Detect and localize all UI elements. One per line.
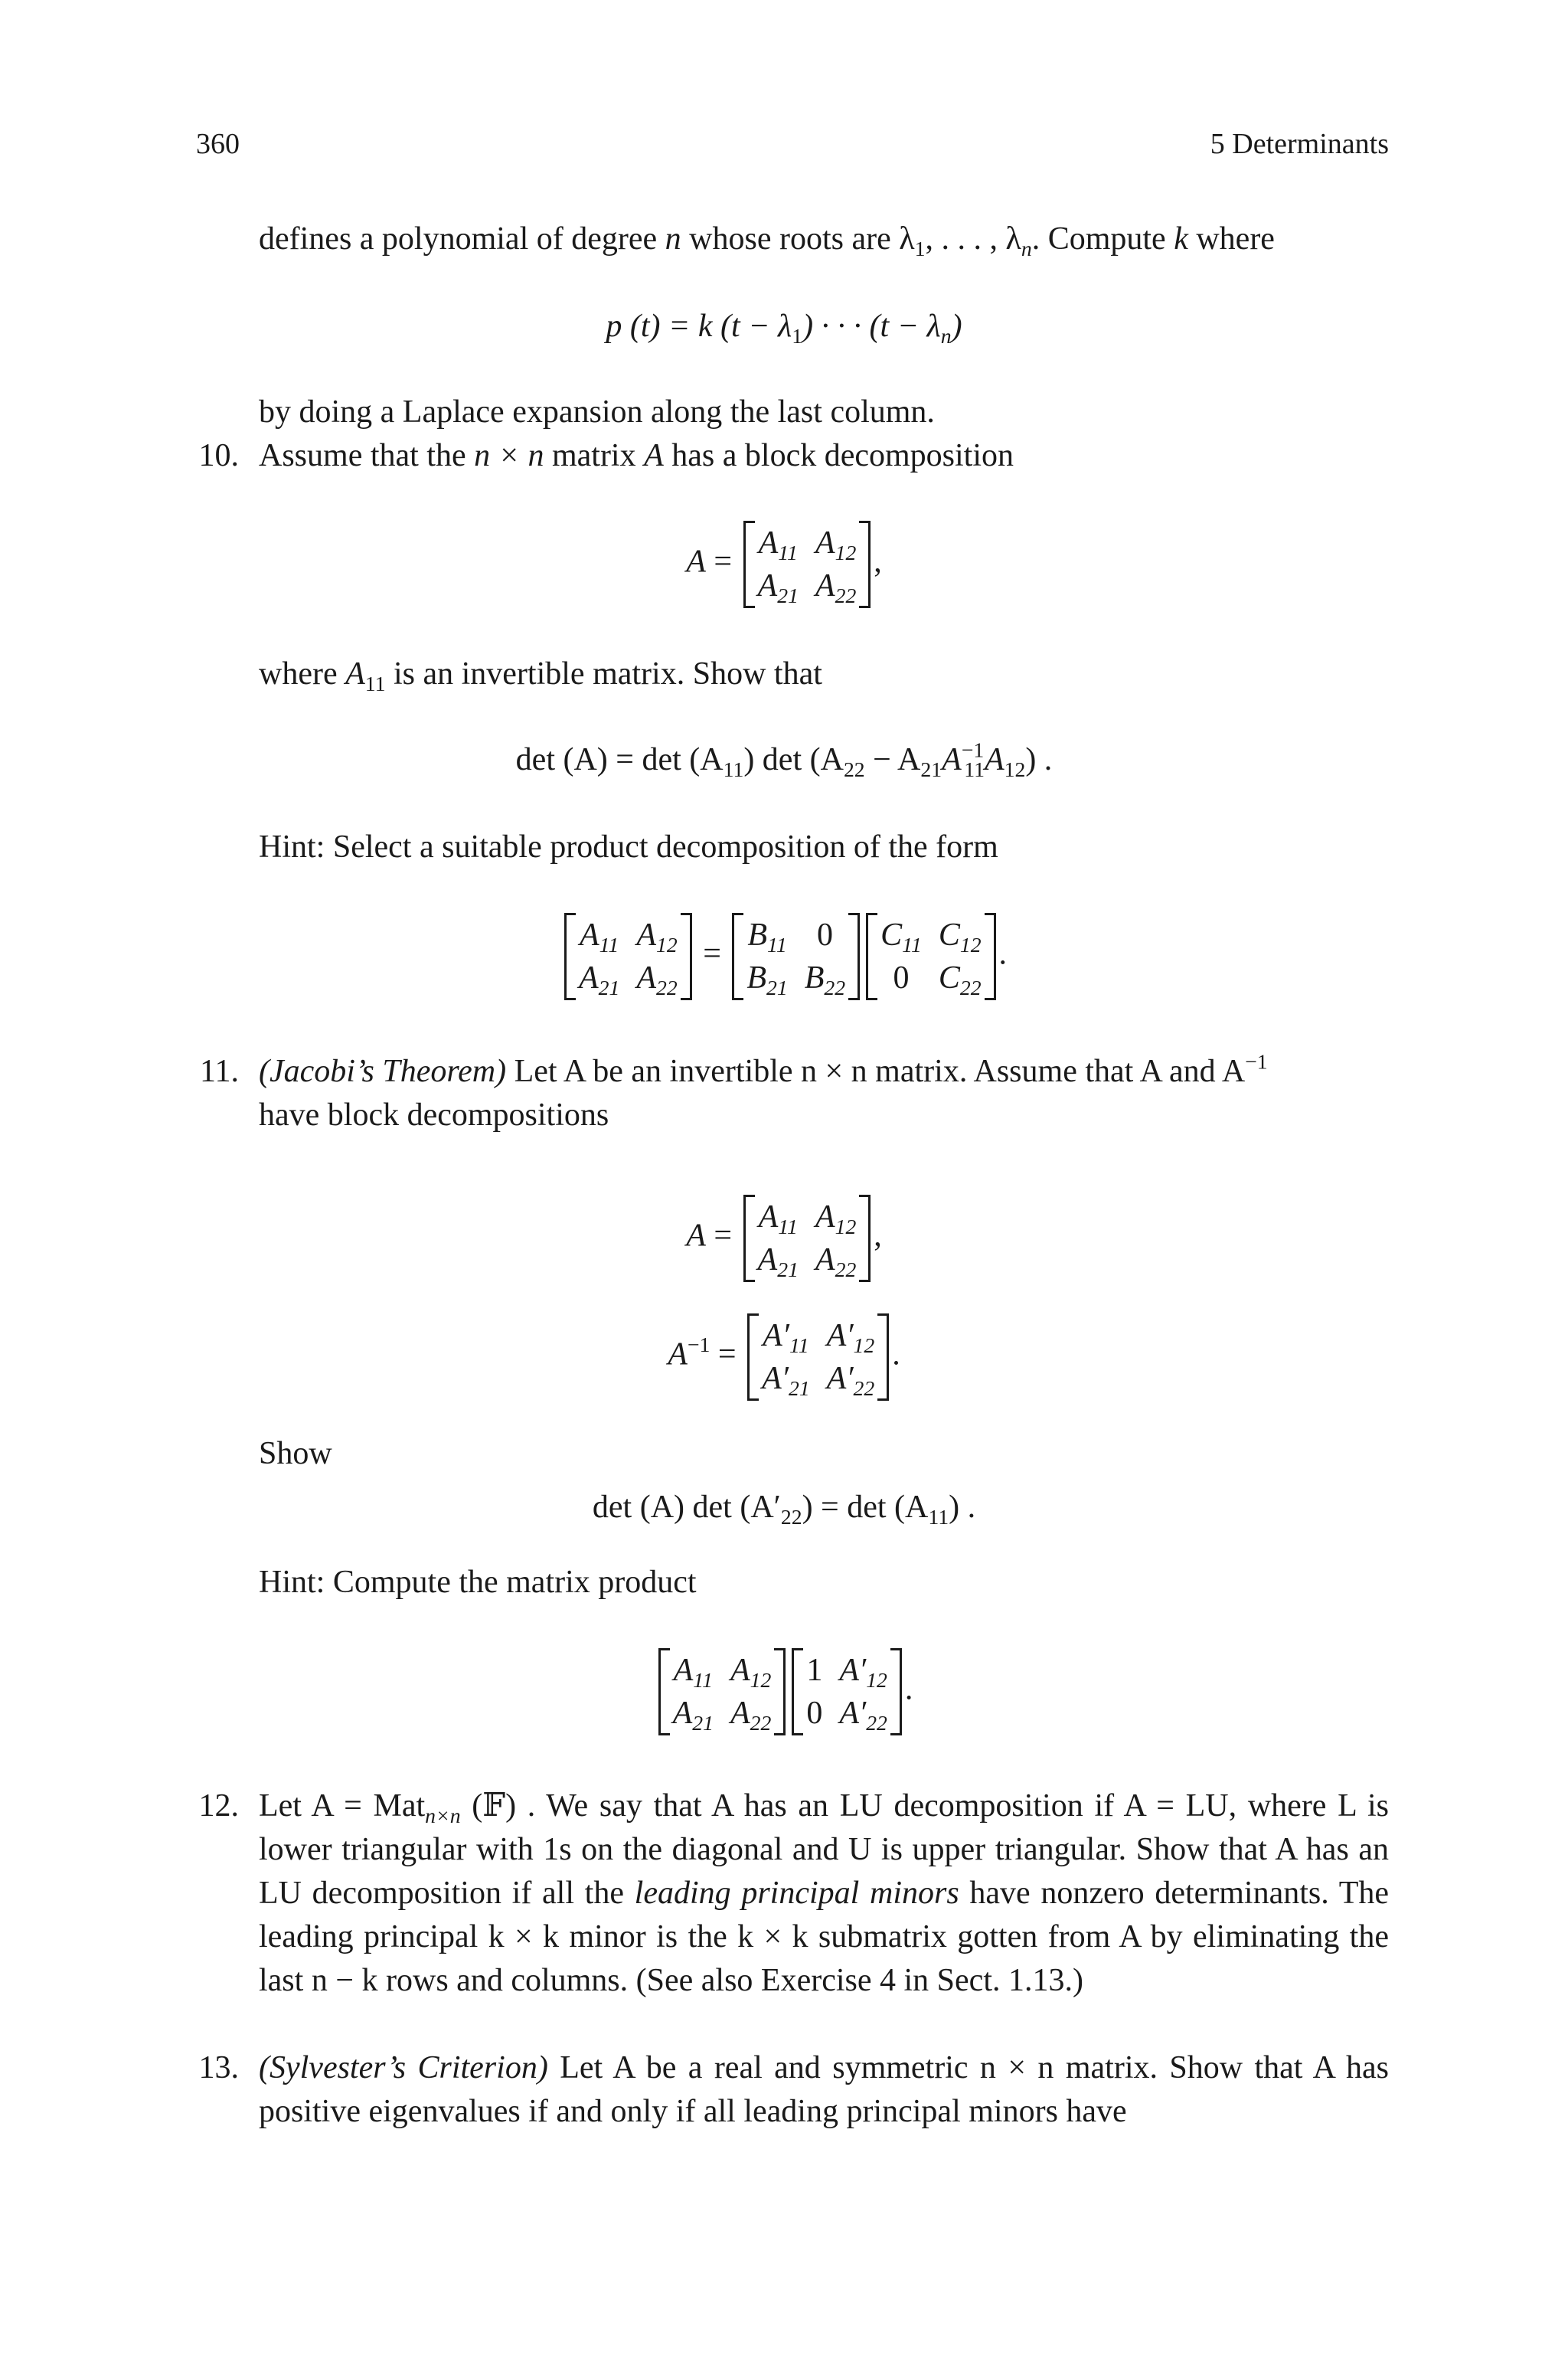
polynomial-equation: p (t) = k $(t - \lambda_1)$ · · · $(t - \lambda_n)$ bbox=[606, 309, 962, 348]
exercise-11-intro: (Jacobi’s Theorem) Let A be an invertible n × n matrix. Assume that A and $A^{-1}$ bbox=[259, 1049, 1268, 1089]
exercise-10-intro: Assume that the n × n matrix A has a block decomposition bbox=[259, 438, 1014, 473]
determinant-equation: $\det (A) = \det (A_{11})$ $\det (A_{22} - A_{21}A^{-1}_{11}A_{12})$ . bbox=[515, 738, 1053, 781]
exercise-number: 11. bbox=[200, 1054, 239, 1089]
text-line: by doing a Laplace expansion along the last column. bbox=[259, 394, 935, 430]
matrix: $A'_{11}$ $A'_{12}$ $A'_{21}$ $A'_{22}$ bbox=[744, 1313, 892, 1401]
exercise-12-text: Let A = Mat$_{n\times n}$ (𝔽) . We say that A has an LU decomposition if A = LU, where L is lower triangular with 1s on the diagonal and U is upper triangular. Show that A has an LU decomposition if all the leading principal minors have nonzero determinants. The leading principal k × k minor is the k × k submatrix gotten from A by eliminating the last n − k rows and columns. (See also Exercise 4 in Sect. 1.13.) bbox=[259, 1788, 1389, 1998]
hint-text: Hint: Select a suitable product decomposition of the form bbox=[259, 829, 998, 865]
matrix-a-equation: A = $A_{11}$ $A_{12}$ $A_{21}$ $A_{22}$ , bbox=[0, 1195, 1568, 1282]
matrix: $A_{11}$ $A_{12}$ $A_{21}$ $A_{22}$ bbox=[740, 521, 874, 608]
matrix: $C_{11}$ $C_{12}$ 0 $C_{22}$ bbox=[863, 913, 998, 1000]
matrix-product-equation: $A_{11}$ $A_{12}$ $A_{21}$ $A_{22}$ 1 $A'_{12}$ 0 $A'_{22}$ . bbox=[0, 1648, 1568, 1735]
product-decomposition-equation: $A_{11}$ $A_{12}$ $A_{21}$ $A_{22}$ = $B_{11}$ 0 $B_{21}$ $B_{22}$ $C_{11}$ $C_{12}$ 0 $C_{22}$ . bbox=[0, 913, 1568, 1000]
matrix-a-inverse-equation: $A^{-1}$ = $A'_{11}$ $A'_{12}$ $A'_{21}$ $A'_{22}$ . bbox=[0, 1313, 1568, 1401]
block-matrix-equation: A = $A_{11}$ $A_{12}$ $A_{21}$ $A_{22}$ , bbox=[0, 521, 1568, 608]
text-line: Show bbox=[259, 1436, 332, 1471]
exercise-number: 12. bbox=[198, 1788, 239, 1824]
text-line: have block decompositions bbox=[259, 1097, 609, 1133]
matrix: $B_{11}$ 0 $B_{21}$ $B_{22}$ bbox=[729, 913, 863, 1000]
text-line: defines a polynomial of degree n whose roots are $\lambda_1$, . . . , $\lambda_n$. Compute k where bbox=[259, 221, 1275, 260]
matrix: 1 $A'_{12}$ 0 $A'_{22}$ bbox=[789, 1648, 905, 1735]
exercise-number: 13. bbox=[198, 2050, 239, 2085]
matrix: $A_{11}$ $A_{12}$ $A_{21}$ $A_{22}$ bbox=[561, 913, 695, 1000]
running-header: 5 Determinants bbox=[1210, 128, 1389, 160]
matrix: $A_{11}$ $A_{12}$ $A_{21}$ $A_{22}$ bbox=[655, 1648, 789, 1735]
matrix: $A_{11}$ $A_{12}$ $A_{21}$ $A_{22}$ bbox=[740, 1195, 874, 1282]
hint-text: Hint: Compute the matrix product bbox=[259, 1565, 697, 1600]
exercise-number: 10. bbox=[198, 438, 239, 473]
page-number: 360 bbox=[196, 128, 240, 160]
jacobi-determinant-equation: det (A) $\det (A'_{22}) = \det (A_{11})$ . bbox=[592, 1490, 976, 1529]
exercise-13-text: (Sylvester’s Criterion) Let A be a real and symmetric n × n matrix. Show that A has positive eigenvalues if and only if all leading principal minors have bbox=[259, 2050, 1389, 2129]
text-line: where $A_{11}$ is an invertible matrix. Show that bbox=[259, 656, 822, 695]
